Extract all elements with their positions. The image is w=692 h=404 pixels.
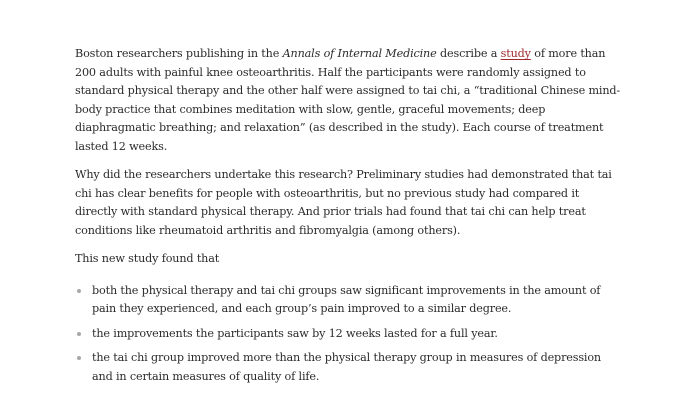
paragraph-study-summary (75, 45, 623, 156)
study-link[interactable]: study (500, 47, 531, 60)
paragraph-findings-intro: This new study found that (75, 252, 220, 265)
finding-text: the tai chi group improved more than the physical therapy group in measures of depression and in certain measures of quality of life. (92, 351, 601, 383)
p1-text-middle: describe a (436, 47, 501, 60)
p1-text-end: of more than 200 adults with painful knee osteoarthritis. Half the participants were randomly assigned to standard physical therapy and the other half were assigned to tai chi, a “traditional Chinese mind-body practice that combines meditation with slow, gentle, graceful movements; deep diaphragmatic breathing; and relaxation” (as described in the study). Each course of treatment lasted 12 weeks. (75, 47, 621, 153)
findings-list (75, 282, 623, 387)
list-item (75, 325, 623, 344)
journal-name: Annals of Internal Medicine (282, 47, 437, 60)
list-item (75, 282, 623, 319)
list-item (75, 349, 623, 386)
finding-text: the improvements the participants saw by 12 weeks lasted for a full year. (92, 326, 498, 340)
bullet-icon (77, 356, 81, 360)
p1-text-start: Boston researchers publishing in the (75, 47, 283, 60)
article-body (75, 45, 623, 392)
finding-text: both the physical therapy and tai chi groups saw significant improvements in the amount of pain they experienced, and each group’s pain improved to a similar degree. (92, 283, 601, 315)
bullet-icon (77, 332, 81, 336)
bullet-icon (77, 289, 81, 293)
paragraph-background: Why did the researchers undertake this research? Preliminary studies had demonstrated that tai chi has clear benefits for people with osteoarthritis, but no previous study had compared it directly with standard physical therapy. And prior trials had found that tai chi can help treat conditions like rheumatoid arthritis and fibromyalgia (among others). (75, 168, 612, 237)
